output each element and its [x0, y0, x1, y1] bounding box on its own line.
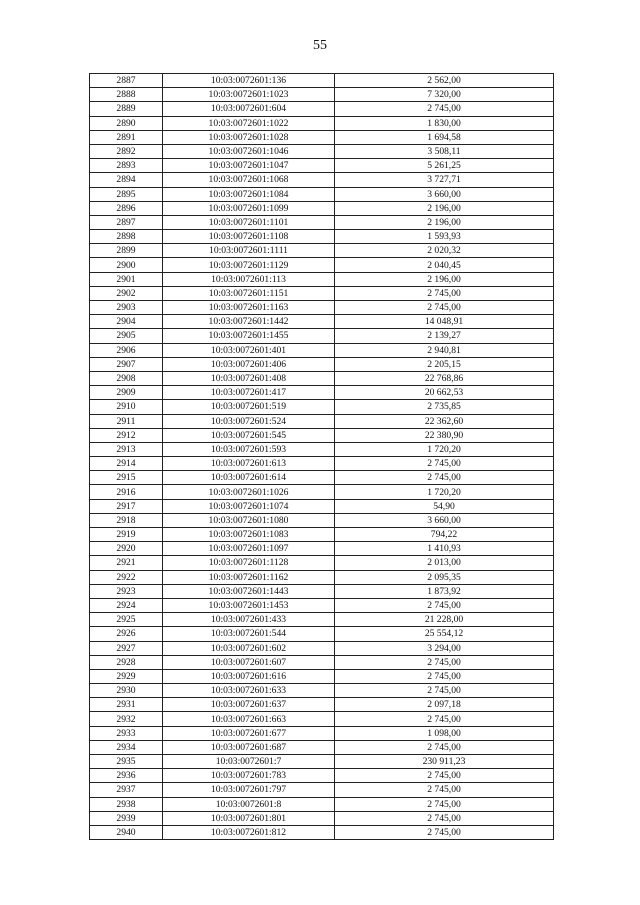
- value-cell: 2 940,81: [335, 343, 554, 357]
- cadastral-number-cell: 10:03:0072601:1163: [163, 301, 335, 315]
- row-number-cell: 2917: [90, 499, 163, 513]
- row-number-cell: 2888: [90, 88, 163, 102]
- cadastral-number-cell: 10:03:0072601:1046: [163, 144, 335, 158]
- row-number-cell: 2908: [90, 371, 163, 385]
- table-row: [90, 726, 554, 740]
- value-cell: 1 873,92: [335, 584, 554, 598]
- cadastral-number-cell: 10:03:0072601:1455: [163, 329, 335, 343]
- value-cell: 54,90: [335, 499, 554, 513]
- value-cell: 5 261,25: [335, 159, 554, 173]
- row-number-cell: 2935: [90, 755, 163, 769]
- value-cell: 21 228,00: [335, 613, 554, 627]
- table-row: [90, 286, 554, 300]
- value-cell: 2 013,00: [335, 556, 554, 570]
- cadastral-number-cell: 10:03:0072601:1101: [163, 215, 335, 229]
- value-cell: 2 745,00: [335, 457, 554, 471]
- table-row: [90, 627, 554, 641]
- row-number-cell: 2928: [90, 655, 163, 669]
- value-cell: 1 720,20: [335, 485, 554, 499]
- table-row: [90, 301, 554, 315]
- table-row: [90, 357, 554, 371]
- cadastral-number-cell: 10:03:0072601:1026: [163, 485, 335, 499]
- row-number-cell: 2932: [90, 712, 163, 726]
- table-row: [90, 570, 554, 584]
- table-row: [90, 641, 554, 655]
- value-cell: 2 745,00: [335, 102, 554, 116]
- table-row: [90, 414, 554, 428]
- cadastral-number-cell: 10:03:0072601:797: [163, 783, 335, 797]
- value-cell: 2 196,00: [335, 215, 554, 229]
- value-cell: 3 727,71: [335, 173, 554, 187]
- row-number-cell: 2890: [90, 116, 163, 130]
- cadastral-number-cell: 10:03:0072601:1022: [163, 116, 335, 130]
- value-cell: 2 745,00: [335, 301, 554, 315]
- cadastral-number-cell: 10:03:0072601:1068: [163, 173, 335, 187]
- value-cell: 3 660,00: [335, 187, 554, 201]
- row-number-cell: 2920: [90, 542, 163, 556]
- table-row: [90, 712, 554, 726]
- value-cell: 2 735,85: [335, 400, 554, 414]
- row-number-cell: 2937: [90, 783, 163, 797]
- table-row: [90, 797, 554, 811]
- table-row: [90, 173, 554, 187]
- table-row: [90, 542, 554, 556]
- cadastral-number-cell: 10:03:0072601:602: [163, 641, 335, 655]
- cadastral-number-cell: 10:03:0072601:544: [163, 627, 335, 641]
- value-cell: 2 562,00: [335, 74, 554, 88]
- cadastral-number-cell: 10:03:0072601:408: [163, 371, 335, 385]
- row-number-cell: 2897: [90, 215, 163, 229]
- value-cell: 1 720,20: [335, 442, 554, 456]
- table-row: [90, 130, 554, 144]
- value-cell: 2 745,00: [335, 286, 554, 300]
- row-number-cell: 2906: [90, 343, 163, 357]
- row-number-cell: 2905: [90, 329, 163, 343]
- row-number-cell: 2900: [90, 258, 163, 272]
- value-cell: 2 196,00: [335, 201, 554, 215]
- table-row: [90, 329, 554, 343]
- row-number-cell: 2887: [90, 74, 163, 88]
- table-row: [90, 343, 554, 357]
- cadastral-number-cell: 10:03:0072601:637: [163, 698, 335, 712]
- table-row: [90, 698, 554, 712]
- value-cell: 3 660,00: [335, 513, 554, 527]
- value-cell: 25 554,12: [335, 627, 554, 641]
- table-row: [90, 769, 554, 783]
- row-number-cell: 2924: [90, 598, 163, 612]
- table-row: [90, 258, 554, 272]
- row-number-cell: 2931: [90, 698, 163, 712]
- row-number-cell: 2910: [90, 400, 163, 414]
- value-cell: 2 095,35: [335, 570, 554, 584]
- value-cell: 2 745,00: [335, 825, 554, 839]
- cadastral-number-cell: 10:03:0072601:1128: [163, 556, 335, 570]
- row-number-cell: 2914: [90, 457, 163, 471]
- value-cell: 794,22: [335, 528, 554, 542]
- cadastral-number-cell: 10:03:0072601:545: [163, 428, 335, 442]
- cadastral-number-cell: 10:03:0072601:1074: [163, 499, 335, 513]
- row-number-cell: 2911: [90, 414, 163, 428]
- value-cell: 3 508,11: [335, 144, 554, 158]
- row-number-cell: 2909: [90, 386, 163, 400]
- value-cell: 2 745,00: [335, 712, 554, 726]
- value-cell: 2 040,45: [335, 258, 554, 272]
- value-cell: 2 139,27: [335, 329, 554, 343]
- row-number-cell: 2919: [90, 528, 163, 542]
- value-cell: 2 097,18: [335, 698, 554, 712]
- row-number-cell: 2922: [90, 570, 163, 584]
- row-number-cell: 2939: [90, 811, 163, 825]
- table-row: [90, 144, 554, 158]
- row-number-cell: 2927: [90, 641, 163, 655]
- table-row: [90, 215, 554, 229]
- row-number-cell: 2891: [90, 130, 163, 144]
- value-cell: 20 662,53: [335, 386, 554, 400]
- cadastral-number-cell: 10:03:0072601:1111: [163, 244, 335, 258]
- cadastral-number-cell: 10:03:0072601:1047: [163, 159, 335, 173]
- row-number-cell: 2894: [90, 173, 163, 187]
- value-cell: 1 410,93: [335, 542, 554, 556]
- cadastral-number-cell: 10:03:0072601:406: [163, 357, 335, 371]
- cadastral-number-cell: 10:03:0072601:663: [163, 712, 335, 726]
- row-number-cell: 2912: [90, 428, 163, 442]
- row-number-cell: 2902: [90, 286, 163, 300]
- row-number-cell: 2930: [90, 684, 163, 698]
- row-number-cell: 2889: [90, 102, 163, 116]
- table-row: [90, 230, 554, 244]
- cadastral-number-cell: 10:03:0072601:607: [163, 655, 335, 669]
- table-row: [90, 74, 554, 88]
- value-cell: 2 205,15: [335, 357, 554, 371]
- row-number-cell: 2918: [90, 513, 163, 527]
- row-number-cell: 2938: [90, 797, 163, 811]
- row-number-cell: 2896: [90, 201, 163, 215]
- row-number-cell: 2904: [90, 315, 163, 329]
- table-row: [90, 88, 554, 102]
- cadastral-number-cell: 10:03:0072601:433: [163, 613, 335, 627]
- value-cell: 2 745,00: [335, 797, 554, 811]
- value-cell: 7 320,00: [335, 88, 554, 102]
- cadastral-number-cell: 10:03:0072601:8: [163, 797, 335, 811]
- row-number-cell: 2934: [90, 740, 163, 754]
- value-cell: 1 098,00: [335, 726, 554, 740]
- row-number-cell: 2913: [90, 442, 163, 456]
- table-row: [90, 556, 554, 570]
- value-cell: 22 362,60: [335, 414, 554, 428]
- row-number-cell: 2926: [90, 627, 163, 641]
- table-row: [90, 528, 554, 542]
- cadastral-number-cell: 10:03:0072601:1083: [163, 528, 335, 542]
- row-number-cell: 2901: [90, 272, 163, 286]
- cadastral-number-cell: 10:03:0072601:524: [163, 414, 335, 428]
- table-row: [90, 584, 554, 598]
- table-body: [90, 74, 554, 840]
- cadastral-number-cell: 10:03:0072601:417: [163, 386, 335, 400]
- table-row: [90, 244, 554, 258]
- table-row: [90, 315, 554, 329]
- row-number-cell: 2899: [90, 244, 163, 258]
- cadastral-number-cell: 10:03:0072601:812: [163, 825, 335, 839]
- cadastral-number-cell: 10:03:0072601:677: [163, 726, 335, 740]
- row-number-cell: 2895: [90, 187, 163, 201]
- cadastral-number-cell: 10:03:0072601:1108: [163, 230, 335, 244]
- value-cell: 2 745,00: [335, 598, 554, 612]
- value-cell: 3 294,00: [335, 641, 554, 655]
- table-row: [90, 499, 554, 513]
- row-number-cell: 2936: [90, 769, 163, 783]
- value-cell: 22 768,86: [335, 371, 554, 385]
- cadastral-number-cell: 10:03:0072601:1023: [163, 88, 335, 102]
- page-number: 55: [313, 38, 327, 53]
- data-table: [89, 73, 554, 840]
- cadastral-number-cell: 10:03:0072601:1442: [163, 315, 335, 329]
- value-cell: 2 020,32: [335, 244, 554, 258]
- cadastral-number-cell: 10:03:0072601:1097: [163, 542, 335, 556]
- cadastral-number-cell: 10:03:0072601:401: [163, 343, 335, 357]
- row-number-cell: 2893: [90, 159, 163, 173]
- cadastral-number-cell: 10:03:0072601:136: [163, 74, 335, 88]
- table-row: [90, 201, 554, 215]
- row-number-cell: 2925: [90, 613, 163, 627]
- cadastral-number-cell: 10:03:0072601:687: [163, 740, 335, 754]
- row-number-cell: 2929: [90, 669, 163, 683]
- cadastral-number-cell: 10:03:0072601:1443: [163, 584, 335, 598]
- value-cell: 230 911,23: [335, 755, 554, 769]
- table-row: [90, 485, 554, 499]
- value-cell: 2 745,00: [335, 471, 554, 485]
- table-row: [90, 442, 554, 456]
- table-row: [90, 613, 554, 627]
- row-number-cell: 2921: [90, 556, 163, 570]
- value-cell: 2 196,00: [335, 272, 554, 286]
- value-cell: 1 694,58: [335, 130, 554, 144]
- cadastral-number-cell: 10:03:0072601:1453: [163, 598, 335, 612]
- table-row: [90, 187, 554, 201]
- table-row: [90, 159, 554, 173]
- table-row: [90, 684, 554, 698]
- value-cell: 2 745,00: [335, 655, 554, 669]
- value-cell: 2 745,00: [335, 769, 554, 783]
- cadastral-number-cell: 10:03:0072601:1099: [163, 201, 335, 215]
- table-row: [90, 811, 554, 825]
- row-number-cell: 2907: [90, 357, 163, 371]
- cadastral-number-cell: 10:03:0072601:1084: [163, 187, 335, 201]
- cadastral-number-cell: 10:03:0072601:593: [163, 442, 335, 456]
- table-row: [90, 400, 554, 414]
- table-row: [90, 740, 554, 754]
- cadastral-number-cell: 10:03:0072601:1080: [163, 513, 335, 527]
- row-number-cell: 2940: [90, 825, 163, 839]
- cadastral-number-cell: 10:03:0072601:1129: [163, 258, 335, 272]
- cadastral-number-cell: 10:03:0072601:519: [163, 400, 335, 414]
- row-number-cell: 2915: [90, 471, 163, 485]
- cadastral-number-cell: 10:03:0072601:633: [163, 684, 335, 698]
- value-cell: 22 380,90: [335, 428, 554, 442]
- table-row: [90, 825, 554, 839]
- table-row: [90, 669, 554, 683]
- cadastral-number-cell: 10:03:0072601:113: [163, 272, 335, 286]
- table-row: [90, 457, 554, 471]
- row-number-cell: 2923: [90, 584, 163, 598]
- table-row: [90, 272, 554, 286]
- row-number-cell: 2933: [90, 726, 163, 740]
- cadastral-number-cell: 10:03:0072601:1151: [163, 286, 335, 300]
- table-row: [90, 513, 554, 527]
- table-row: [90, 783, 554, 797]
- cadastral-number-cell: 10:03:0072601:1162: [163, 570, 335, 584]
- cadastral-number-cell: 10:03:0072601:783: [163, 769, 335, 783]
- value-cell: 14 048,91: [335, 315, 554, 329]
- value-cell: 2 745,00: [335, 740, 554, 754]
- cadastral-number-cell: 10:03:0072601:613: [163, 457, 335, 471]
- row-number-cell: 2903: [90, 301, 163, 315]
- value-cell: 2 745,00: [335, 669, 554, 683]
- table-row: [90, 116, 554, 130]
- table-row: [90, 386, 554, 400]
- table-row: [90, 102, 554, 116]
- table-row: [90, 755, 554, 769]
- value-cell: 2 745,00: [335, 783, 554, 797]
- table-row: [90, 655, 554, 669]
- value-cell: 1 593,93: [335, 230, 554, 244]
- table-row: [90, 371, 554, 385]
- row-number-cell: 2892: [90, 144, 163, 158]
- cadastral-number-cell: 10:03:0072601:614: [163, 471, 335, 485]
- table-row: [90, 598, 554, 612]
- cadastral-number-cell: 10:03:0072601:1028: [163, 130, 335, 144]
- cadastral-number-cell: 10:03:0072601:616: [163, 669, 335, 683]
- value-cell: 2 745,00: [335, 811, 554, 825]
- table-row: [90, 471, 554, 485]
- cadastral-number-cell: 10:03:0072601:604: [163, 102, 335, 116]
- value-cell: 1 830,00: [335, 116, 554, 130]
- table-row: [90, 428, 554, 442]
- value-cell: 2 745,00: [335, 684, 554, 698]
- cadastral-number-cell: 10:03:0072601:801: [163, 811, 335, 825]
- row-number-cell: 2898: [90, 230, 163, 244]
- cadastral-number-cell: 10:03:0072601:7: [163, 755, 335, 769]
- row-number-cell: 2916: [90, 485, 163, 499]
